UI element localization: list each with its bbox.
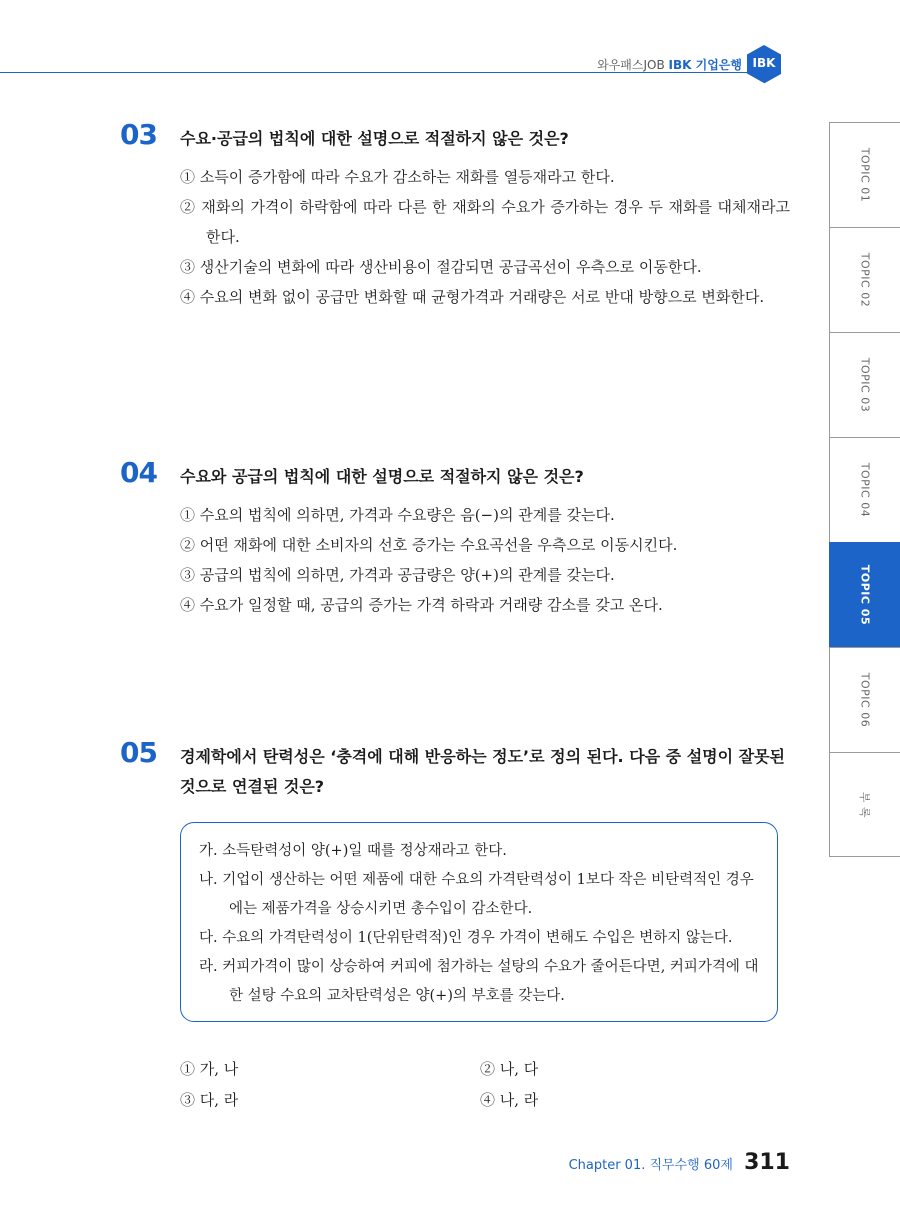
option-2[interactable]: ② 재화의 가격이 하락함에 따라 다른 한 재화의 수요가 증가하는 경우 두 재화를 대체재라고 한다. (180, 198, 790, 246)
question-05 (120, 736, 790, 1022)
question-number: 04 (120, 456, 157, 489)
answer-3[interactable]: ③ 다, 라 (180, 1091, 239, 1109)
question-03 (120, 118, 790, 312)
topic-tabs (829, 122, 900, 857)
page-footer (569, 1150, 790, 1175)
tab-topic-04[interactable] (829, 437, 900, 542)
chapter-label: Chapter 01. 직무수행 60제 (568, 1158, 733, 1173)
question-title: 경제학에서 탄력성은 ‘충격에 대해 반응하는 정도’로 정의 된다. 다음 중 설명이 잘못된 것으로 연결된 것은? (180, 747, 786, 796)
tab-appendix[interactable] (829, 752, 900, 857)
tab-label: TOPIC 06 (858, 672, 872, 728)
question-title: 수요·공급의 법칙에 대한 설명으로 적절하지 않은 것은? (180, 129, 569, 148)
statement-ga: 가. 소득탄력성이 양(+)일 때를 정상재라고 한다. (199, 843, 507, 859)
option-3[interactable]: ③ 공급의 법칙에 의하면, 가격과 공급량은 양(+)의 관계를 갖는다. (180, 566, 615, 584)
option-list (180, 500, 790, 620)
tab-topic-03[interactable] (829, 332, 900, 437)
option-1[interactable]: ① 수요의 법칙에 의하면, 가격과 수요량은 음(−)의 관계를 갖는다. (180, 506, 615, 524)
statement-na: 나. 기업이 생산하는 어떤 제품에 대한 수요의 가격탄력성이 1보다 작은 비탄력적인 경우에는 제품가격을 상승시키면 총수입이 감소한다. (199, 872, 754, 917)
tab-label: TOPIC 04 (858, 462, 872, 518)
tab-label: TOPIC 05 (858, 564, 872, 626)
question-04 (120, 456, 790, 620)
answer-1[interactable]: ① 가, 나 (180, 1060, 239, 1078)
answer-2[interactable]: ② 나, 다 (480, 1060, 539, 1078)
question-number: 03 (120, 118, 157, 151)
statement-box (180, 822, 778, 1022)
tab-label: 부 록 (858, 791, 871, 818)
option-1[interactable]: ① 소득이 증가함에 따라 수요가 감소하는 재화를 열등재라고 한다. (180, 168, 615, 186)
option-3[interactable]: ③ 생산기술의 변화에 따라 생산비용이 절감되면 공급곡선이 우측으로 이동한다. (180, 258, 702, 276)
option-2[interactable]: ② 어떤 재화에 대한 소비자의 선호 증가는 수요곡선을 우측으로 이동시킨다. (180, 536, 678, 554)
option-list (180, 162, 790, 312)
book-name: 와우패스JOB (597, 58, 665, 72)
option-4[interactable]: ④ 수요의 변화 없이 공급만 변화할 때 균형가격과 거래량은 서로 반대 방향으로 변화한다. (180, 288, 765, 306)
tab-label: TOPIC 02 (858, 252, 872, 308)
ibk-badge-label: IBK (752, 56, 776, 70)
tab-topic-01[interactable] (829, 122, 900, 227)
option-4[interactable]: ④ 수요가 일정할 때, 공급의 증가는 가격 하락과 거래량 감소를 갖고 온다. (180, 596, 663, 614)
tab-topic-02[interactable] (829, 227, 900, 332)
statement-da: 다. 수요의 가격탄력성이 1(단위탄력적)인 경우 가격이 변해도 수입은 변하지 않는다. (199, 930, 733, 946)
running-header (597, 56, 742, 73)
tab-label: TOPIC 01 (858, 147, 872, 203)
page-number: 311 (744, 1150, 790, 1175)
tab-topic-06[interactable] (829, 647, 900, 752)
bank-name: IBK 기업은행 (668, 58, 742, 72)
tab-topic-05[interactable] (829, 542, 900, 647)
tab-label: TOPIC 03 (858, 357, 872, 413)
answer-4[interactable]: ④ 나, 라 (480, 1091, 539, 1109)
statement-ra: 라. 커피가격이 많이 상승하여 커피에 첨가하는 설탕의 수요가 줄어든다면, 커피가격에 대한 설탕 수요의 교차탄력성은 양(+)의 부호를 갖는다. (199, 959, 759, 1004)
question-title: 수요와 공급의 법칙에 대한 설명으로 적절하지 않은 것은? (180, 467, 584, 486)
question-number: 05 (120, 736, 157, 769)
